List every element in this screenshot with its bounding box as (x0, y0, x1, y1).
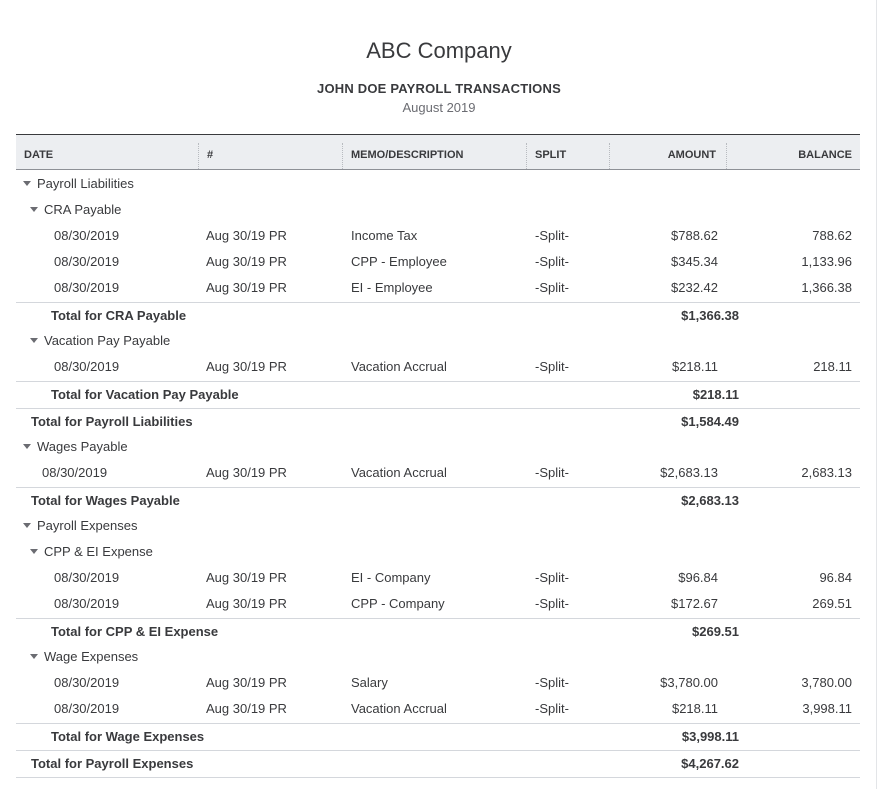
cell-split: -Split- (535, 359, 569, 374)
total-amount[interactable]: $1,366.38 (681, 308, 739, 323)
total-amount[interactable]: $4,267.62 (681, 756, 739, 771)
cell-memo: EI - Employee (351, 280, 433, 295)
total-row-wage-expenses (16, 723, 860, 750)
group-row-wage-expenses[interactable] (16, 644, 860, 670)
column-header-amount[interactable]: AMOUNT (667, 149, 716, 161)
cell-date[interactable]: 08/30/2019 (54, 701, 120, 716)
total-row-wages-payable (16, 487, 860, 514)
total-row-payroll-expenses (16, 750, 860, 778)
cell-date[interactable]: 08/30/2019 (54, 675, 120, 690)
group-row-payroll-expenses[interactable] (16, 513, 860, 539)
cell-num[interactable]: Aug 30/19 PR (206, 228, 287, 243)
column-header-balance[interactable]: BALANCE (798, 149, 852, 161)
group-row-cra-payable[interactable] (16, 197, 860, 223)
group-label[interactable]: Vacation Pay Payable (30, 328, 170, 354)
cell-split: -Split- (535, 228, 569, 243)
cell-memo: Salary (351, 675, 388, 690)
total-amount[interactable]: $2,683.13 (681, 493, 739, 508)
cell-num[interactable]: Aug 30/19 PR (206, 465, 287, 480)
cell-num[interactable]: Aug 30/19 PR (206, 675, 287, 690)
report-title: JOHN DOE PAYROLL TRANSACTIONS (317, 81, 561, 96)
cell-balance: 1,133.96 (801, 254, 852, 269)
table-row[interactable] (16, 591, 860, 617)
group-label[interactable]: Payroll Expenses (23, 513, 137, 539)
cell-date[interactable]: 08/30/2019 (54, 596, 120, 611)
total-label: Total for CPP & EI Expense (51, 624, 219, 639)
total-amount[interactable]: $218.11 (692, 387, 739, 402)
cell-date[interactable]: 08/30/2019 (54, 228, 120, 243)
total-amount[interactable]: $3,998.11 (681, 729, 739, 744)
total-row-cra-payable (16, 302, 860, 329)
table-row[interactable] (16, 460, 860, 486)
cell-amount[interactable]: $232.42 (671, 280, 718, 295)
caret-down-icon[interactable] (30, 207, 38, 212)
column-divider[interactable] (609, 143, 610, 169)
cell-balance: 1,366.38 (801, 280, 852, 295)
cell-amount[interactable]: $218.11 (671, 359, 718, 374)
cell-memo: CPP - Company (351, 596, 445, 611)
total-amount[interactable]: $1,584.49 (681, 414, 739, 429)
cell-amount[interactable]: $345.34 (671, 254, 718, 269)
total-label: Total for Wage Expenses (51, 729, 205, 744)
cell-num[interactable]: Aug 30/19 PR (206, 570, 287, 585)
cell-split: -Split- (535, 254, 569, 269)
column-header-memo[interactable]: MEMO/DESCRIPTION (351, 149, 464, 161)
cell-amount[interactable]: $788.62 (671, 228, 718, 243)
group-label[interactable]: Wage Expenses (30, 644, 138, 670)
cell-balance: 788.62 (812, 228, 852, 243)
group-label[interactable]: CRA Payable (30, 197, 121, 223)
total-row-payroll-liabilities (16, 408, 860, 435)
column-header-date[interactable]: DATE (24, 149, 54, 161)
column-divider[interactable] (342, 143, 343, 169)
cell-balance: 2,683.13 (801, 465, 852, 480)
cell-num[interactable]: Aug 30/19 PR (206, 596, 287, 611)
cell-date[interactable]: 08/30/2019 (54, 570, 120, 585)
cell-split: -Split- (535, 675, 569, 690)
cell-amount[interactable]: $3,780.00 (660, 675, 718, 690)
cell-balance: 269.51 (812, 596, 852, 611)
table-row[interactable] (16, 275, 860, 301)
total-label: Total for Wages Payable (31, 493, 180, 508)
cell-memo: Income Tax (351, 228, 418, 243)
column-header-num[interactable]: # (207, 149, 214, 161)
group-row-payroll-liabilities[interactable] (16, 171, 860, 197)
column-header-split[interactable]: SPLIT (535, 149, 567, 161)
table-row[interactable] (16, 354, 860, 380)
total-label: Total for Vacation Pay Payable (51, 387, 239, 402)
total-row-vacation-pay-payable (16, 381, 860, 408)
cell-split: -Split- (535, 465, 569, 480)
cell-amount[interactable]: $96.84 (678, 570, 718, 585)
column-divider[interactable] (526, 143, 527, 169)
page-edge (876, 0, 877, 789)
table-row[interactable] (16, 565, 860, 591)
cell-balance: 3,998.11 (802, 701, 852, 716)
caret-down-icon[interactable] (30, 549, 38, 554)
total-row-cpp-ei-expense (16, 618, 860, 645)
total-amount[interactable]: $269.51 (692, 624, 739, 639)
cell-date[interactable]: 08/30/2019 (42, 465, 108, 480)
cell-balance: 3,780.00 (801, 675, 852, 690)
cell-split: -Split- (535, 570, 569, 585)
table-header (16, 134, 860, 170)
table-row[interactable] (16, 670, 860, 696)
group-label[interactable]: CPP & EI Expense (30, 539, 153, 565)
cell-date[interactable]: 08/30/2019 (54, 280, 120, 295)
report-period: August 2019 (402, 100, 476, 115)
caret-down-icon[interactable] (23, 523, 31, 528)
table-row[interactable] (16, 249, 860, 275)
caret-down-icon[interactable] (23, 444, 31, 449)
group-row-cpp-ei-expense[interactable] (16, 539, 860, 565)
cell-num[interactable]: Aug 30/19 PR (206, 359, 287, 374)
cell-memo: Vacation Accrual (351, 359, 447, 374)
caret-down-icon[interactable] (23, 181, 31, 186)
caret-down-icon[interactable] (30, 654, 38, 659)
cell-split: -Split- (535, 596, 569, 611)
cell-amount[interactable]: $2,683.13 (660, 465, 718, 480)
cell-balance: 218.11 (813, 359, 852, 374)
column-divider[interactable] (726, 143, 727, 169)
table-row[interactable] (16, 223, 860, 249)
cell-memo: Vacation Accrual (351, 465, 447, 480)
cell-num[interactable]: Aug 30/19 PR (206, 701, 287, 716)
cell-date[interactable]: 08/30/2019 (54, 254, 120, 269)
total-label: Total for Payroll Expenses (31, 756, 194, 771)
caret-down-icon[interactable] (30, 338, 38, 343)
company-name: ABC Company (366, 38, 512, 63)
cell-balance: 96.84 (819, 570, 852, 585)
cell-memo: EI - Company (351, 570, 431, 585)
column-divider[interactable] (198, 143, 199, 169)
cell-date[interactable]: 08/30/2019 (54, 359, 120, 374)
cell-memo: Vacation Accrual (351, 701, 447, 716)
cell-amount[interactable]: $218.11 (671, 701, 718, 716)
table-row[interactable] (16, 696, 860, 722)
group-label[interactable]: Payroll Liabilities (23, 171, 134, 197)
cell-num[interactable]: Aug 30/19 PR (206, 280, 287, 295)
total-label: Total for Payroll Liabilities (31, 414, 193, 429)
cell-split: -Split- (535, 280, 569, 295)
cell-num[interactable]: Aug 30/19 PR (206, 254, 287, 269)
total-label: Total for CRA Payable (51, 308, 187, 323)
group-label[interactable]: Wages Payable (23, 434, 128, 460)
group-row-wages-payable[interactable] (16, 434, 860, 460)
group-row-vacation-pay-payable[interactable] (16, 328, 860, 354)
cell-memo: CPP - Employee (351, 254, 447, 269)
cell-split: -Split- (535, 701, 569, 716)
cell-amount[interactable]: $172.67 (671, 596, 718, 611)
